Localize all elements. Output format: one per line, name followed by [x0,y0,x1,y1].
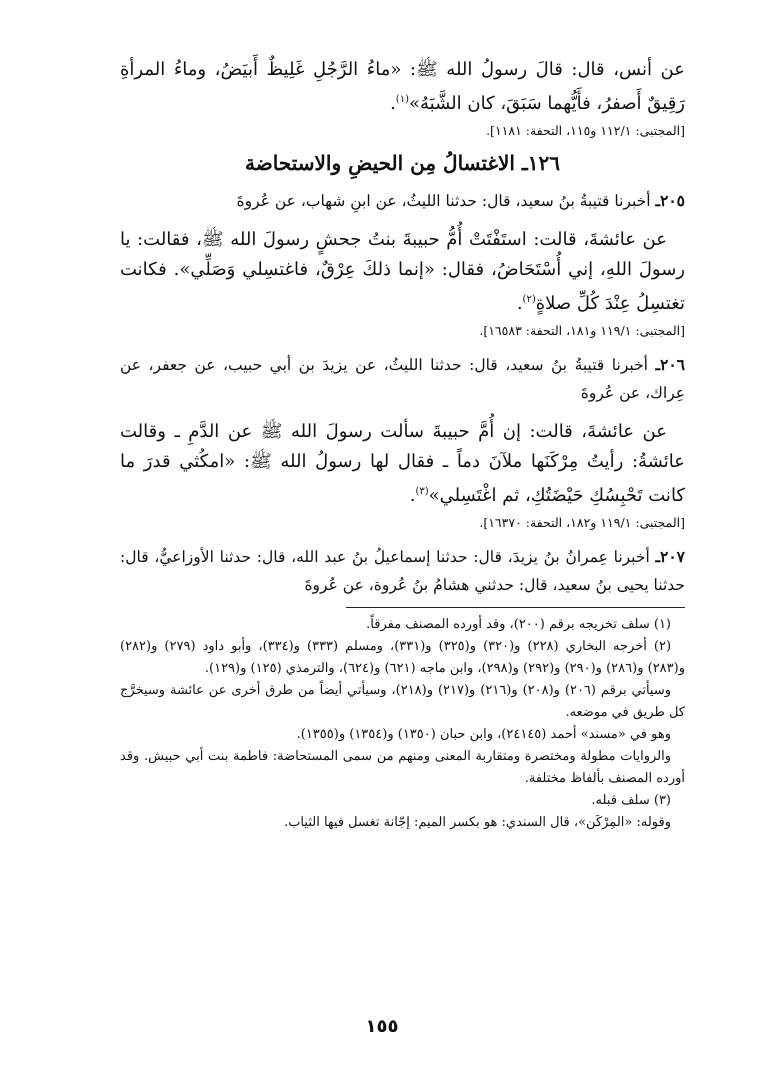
footnote: والروايات مطولة ومختصرة ومتقاربة المعنى ومنهم من سمى المستحاضة: فاطمة بنت أبي حبيش. وقد أورده المصنف بألفاظ مختلفة. [120,749,685,786]
hadith-205-reference: [المجتبى: ١١٩/١ و١٨١، التحفة: ١٦٥٨٣]. [479,323,685,338]
hadith-number: ٢٠٧ـ [655,547,685,566]
hadith-206-reference: [المجتبى: ١١٩/١ و١٨٢، التحفة: ١٦٣٧٠]. [479,515,685,530]
footnote-marker[interactable]: (٢) [522,294,536,305]
isnad-text: أخبرنا عِمرانُ بنُ يزيدَ، قال: حدثنا إسماعيلُ بنُ عبد الله، قال: حدثنا الأوزاعيُّ، قال: حدثنا يحيى بنُ سعيد، قال: حدثني هشامُ بنُ عُروة، عن عُروةَ [120,548,685,594]
footnote-marker[interactable]: (١) [395,94,409,105]
page-number: ١٥٥ [365,1016,399,1037]
footnote: (٢) أخرجه البخاري (٢٢٨) و(٣٢٠) و(٣٢٥) و(٣٣١)، ومسلم (٣٣٣) و(٣٣٤)، وأبو داود (٢٧٩) و(٢٨٢) و(٢٨٣) و(٢٨٦) و(٢٩٠) و(٢٩٢) و(٢٩٨)، وابن ماجه (٦٢١) و(٦٢٤)، والترمذي (١٢٥) و(١٢٩). [120,639,685,676]
footnotes [120,614,685,834]
intro-reference: [المجتبى: ١١٢/١ و١١٥، التحفة: ١١٨١]. [486,123,685,138]
matn-text: عن عائشةَ، قالت: إن أُمَّ حبيبةَ سألت رسولَ الله ﷺ عن الدَّمِ ـ وقالت عائشةُ: رأيتُ مِرْكَنَها ملآنَ دماً ـ فقال لها رسولُ الله ﷺ: «امكُثي قدرَ ما كانت تَحْبِسُكِ حَيْضَتُكِ، ثم اغْتَسِلي» [120,421,685,506]
footnote-marker[interactable]: (٣) [415,486,429,497]
intro-text: عن أنس، قال: قالَ رسولُ الله ﷺ: «ماءُ الرَّجُلِ غَلِيظٌ أَبيَضُ، وماءُ المرأةِ رَقِيقٌ أَصفرُ، فأَيُّهما سَبَقَ، كان الشَّبَهُ» [120,59,685,114]
hadith-205-matn: عن عائشةَ، قالت: استَفْتَتْ أُمُّ حبيبةَ بنتُ جحشٍ رسولَ الله ﷺ، فقالت: يا رسولَ اللهِ، إني أُسْتَحَاضُ، فقال: «إنما ذلكَ عِرْقٌ، فاغتسِلي وَصَلِّي». فكانت تغتسِلُ عِنْدَ كُلِّ صلاةٍ$^{(٢)}$. [120,229,685,314]
footnote: وقوله: «المِرْكَن»، قال السندي: هو بكسر الميم: إجّانة تغسل فيها الثياب. [284,815,671,830]
chapter-heading: ١٢٦ـ الاغتسالُ مِن الحيضِ والاستحاضة [244,151,561,175]
isnad-text: أخبرنا قتيبةُ بنُ سعيد، قال: حدثنا الليثُ، عن يزيدَ بن أبي حبيب، عن جعفر، عن عِراك، عن عُروةَ [120,356,685,402]
intro-hadith: عن أنس، قال: قالَ رسولُ الله ﷺ: «ماءُ الرَّجُلِ غَلِيظٌ أَبيَضُ، وماءُ المرأةِ رَقِيقٌ أَصفرُ، فأَيُّهما سَبَقَ، كان الشَّبَهُ»$^{(١)}$. [120,59,685,114]
footnote: (١) سلف تخريجه برقم (٢٠٠)، وقد أورده المصنف مفرقاً. [366,617,671,632]
hadith-205-isnad [120,187,685,215]
hadith-206-isnad [120,351,685,407]
hadith-207-isnad [120,543,685,599]
hadith-number: ٢٠٦ـ [655,355,685,374]
footnote-divider [346,607,685,608]
hadith-number: ٢٠٥ـ [655,191,685,210]
footnote: (٣) سلف قبله. [591,793,671,808]
footnote: وسيأتي برقم (٢٠٦) و(٢٠٨) و(٢١٦) و(٢١٧) و(٢١٨)، وسيأتي أيضاً من طرق أخرى عن عائشة وسيخرَّج كل طريق في موضعه. [120,683,685,720]
hadith-206-matn: عن عائشةَ، قالت: إن أُمَّ حبيبةَ سألت رسولَ الله ﷺ عن الدَّمِ ـ وقالت عائشةُ: رأيتُ مِرْكَنَها ملآنَ دماً ـ فقال لها رسولُ الله ﷺ: «امكُثي قدرَ ما كانت تَحْبِسُكِ حَيْضَتُكِ، ثم اغْتَسِلي»$^{(٣)}$. [120,421,685,506]
page-body [120,55,685,834]
footnote: وهو في «مسند» أحمد (٢٤١٤٥)، وابن حبان (١٣٥٠) و(١٣٥٤) و(١٣٥٥). [296,727,671,742]
matn-text: عن عائشةَ، قالت: استَفْتَتْ أُمُّ حبيبةَ بنتُ جحشٍ رسولَ الله ﷺ، فقالت: يا رسولَ اللهِ، إني أُسْتَحَاضُ، فقال: «إنما ذلكَ عِرْقٌ، فاغتسِلي وَصَلِّي». فكانت تغتسِلُ عِنْدَ كُلِّ صلاةٍ [120,229,685,314]
isnad-text: أخبرنا قتيبةُ بنُ سعيد، قال: حدثنا الليثُ، عن ابنِ شهاب، عن عُروةَ [236,192,651,210]
